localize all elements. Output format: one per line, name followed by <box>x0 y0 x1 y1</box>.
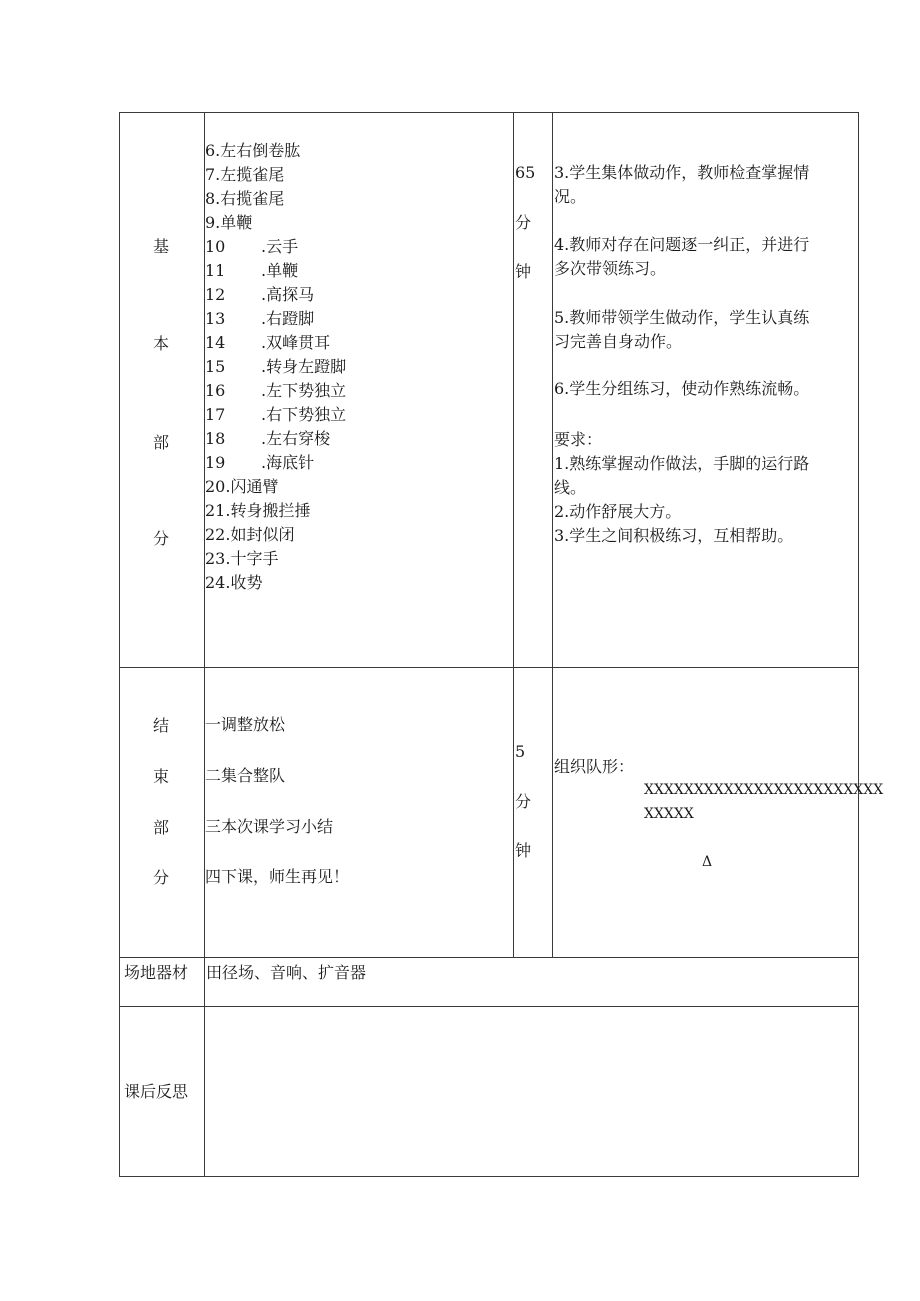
table-border-bottom <box>119 1176 859 1177</box>
basic-section-label-char: 本 <box>152 334 169 353</box>
method-line: 5.教师带领学生做动作，学生认真练 <box>554 308 810 327</box>
row-divider-ending-venue <box>119 957 859 958</box>
move-item: 23.十字手 <box>205 549 279 568</box>
requirement-line: 2.动作舒展大方。 <box>554 502 682 521</box>
column-divider-time-method <box>552 112 553 958</box>
move-item: 11 .单鞭 <box>205 261 299 280</box>
move-item: 17 .右下势独立 <box>205 405 347 424</box>
requirement-line: 3.学生之间积极练习，互相帮助。 <box>554 526 794 545</box>
ending-item: 二集合整队 <box>205 766 286 785</box>
basic-section-label-char: 基 <box>152 237 169 256</box>
ending-time-unit-char: 分 <box>515 792 532 811</box>
move-item: 10 .云手 <box>205 237 299 256</box>
move-item: 21.转身搬拦捶 <box>205 501 311 520</box>
row-divider-basic-ending <box>119 667 859 668</box>
teacher-position-mark: Δ <box>702 854 713 870</box>
row-divider-venue-reflection <box>119 1006 859 1007</box>
table-border-right <box>858 112 859 1177</box>
requirement-line: 1.熟练掌握动作做法，手脚的运行路 <box>554 454 810 473</box>
move-item: 12 .高探马 <box>205 285 315 304</box>
formation-label: 组织队形： <box>554 757 635 776</box>
method-line: 3.学生集体做动作，教师检查掌握情 <box>554 163 810 182</box>
requirement-line: 线。 <box>554 478 587 497</box>
venue-value: 田径场、音响、扩音器 <box>206 963 367 982</box>
move-item: 9.单鞭 <box>205 213 253 232</box>
ending-item: 三本次课学习小结 <box>205 817 334 836</box>
move-item: 14 .双峰贯耳 <box>205 333 331 352</box>
move-item: 22.如封似闭 <box>205 525 295 544</box>
move-item: 7.左揽雀尾 <box>205 165 285 184</box>
formation-row: XXXXXXXXXXXXXXXXXXXXXXXX <box>644 782 884 798</box>
basic-time-unit-char: 钟 <box>515 262 532 281</box>
table-border-top <box>119 112 859 113</box>
ending-time-unit-char: 钟 <box>515 841 532 860</box>
move-item: 8.右揽雀尾 <box>205 189 285 208</box>
ending-section-label-char: 结 <box>152 716 169 735</box>
move-item: 19 .海底针 <box>205 453 315 472</box>
ending-section-label-char: 分 <box>152 868 169 887</box>
ending-section-label-char: 部 <box>152 818 169 837</box>
move-item: 13 .右蹬脚 <box>205 309 315 328</box>
method-line: 况。 <box>554 187 587 206</box>
basic-time-value: 65 <box>515 163 536 182</box>
requirements-heading: 要求： <box>554 430 603 449</box>
basic-section-label-char: 部 <box>152 433 169 452</box>
reflection-label: 课后反思 <box>124 1082 189 1101</box>
basic-time-unit-char: 分 <box>515 213 532 232</box>
move-item: 20.闪通臂 <box>205 477 279 496</box>
move-item: 18 .左右穿梭 <box>205 429 331 448</box>
move-item: 6.左右倒卷肱 <box>205 141 301 160</box>
column-divider-content-time <box>513 112 514 958</box>
method-line: 习完善自身动作。 <box>554 332 683 351</box>
ending-section-label-char: 束 <box>152 767 169 786</box>
move-item: 24.收势 <box>205 573 263 592</box>
move-item: 16 .左下势独立 <box>205 381 347 400</box>
formation-row: XXXXX <box>644 806 694 822</box>
method-line: 6.学生分组练习，使动作熟练流畅。 <box>554 379 810 398</box>
ending-time-value: 5 <box>515 742 526 761</box>
ending-item: 一调整放松 <box>205 715 286 734</box>
method-line: 4.教师对存在问题逐一纠正，并进行 <box>554 235 810 254</box>
method-line: 多次带领练习。 <box>554 259 667 278</box>
basic-section-label-char: 分 <box>152 529 169 548</box>
ending-item: 四下课，师生再见！ <box>205 867 350 886</box>
venue-label: 场地器材 <box>124 963 189 982</box>
table-border-left <box>119 112 120 1177</box>
move-item: 15 .转身左蹬脚 <box>205 357 347 376</box>
